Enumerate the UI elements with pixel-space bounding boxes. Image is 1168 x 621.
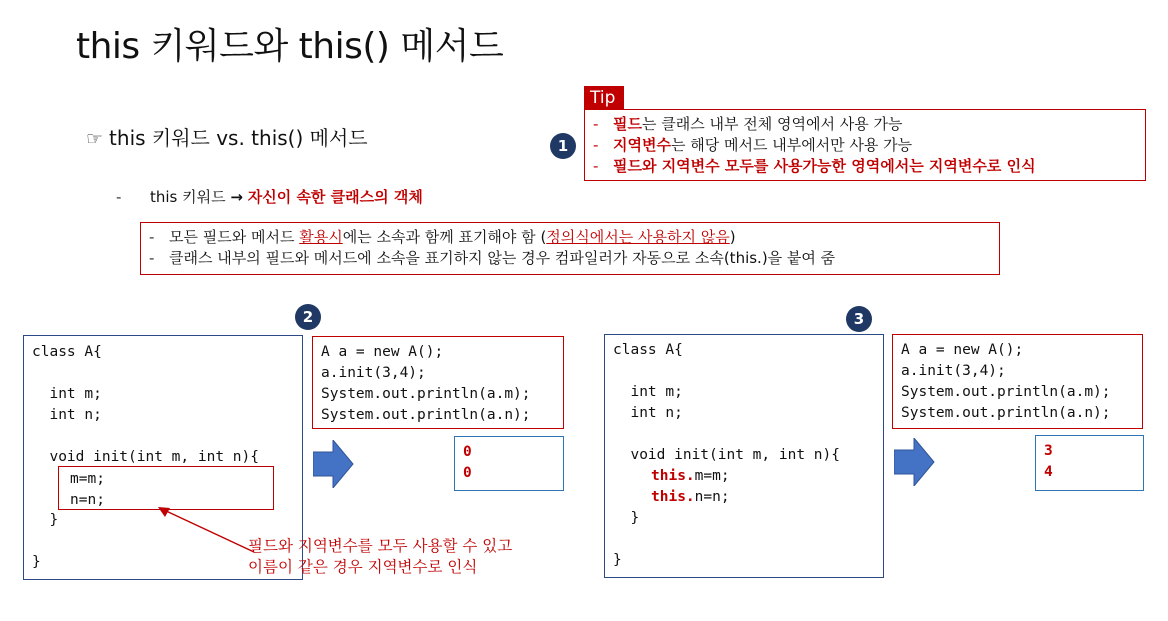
class-code-tail-3: } } xyxy=(613,510,640,568)
page-title: this 키워드와 this() 메서드 xyxy=(76,26,504,67)
tip-term: 필드 xyxy=(613,115,642,133)
bullet-dash: - xyxy=(593,157,599,175)
note-text: 에는 소속과 함께 표기해야 함 ( xyxy=(342,228,547,246)
note-text: ) xyxy=(729,228,736,246)
note-text: 클래스 내부의 필드와 메서드에 소속을 표기하지 않는 경우 컴파일러가 자동으로 소속(this.)을 붙여 줌 xyxy=(169,249,836,267)
step-badge-3: 3 xyxy=(846,306,872,332)
caption-line: 필드와 지역변수를 모두 사용할 수 있고 xyxy=(248,537,513,555)
class-code-2: class A{ int m; int n; void init(int m, int n){ xyxy=(32,344,259,465)
output-values-3: 3 4 xyxy=(1044,443,1053,480)
bullet-dash: - xyxy=(593,136,599,154)
bullet-dash: - xyxy=(593,115,599,133)
usage-notes xyxy=(140,222,1000,275)
main-code-2: A a = new A(); a.init(3,4); System.out.println(a.m); System.out.println(a.n); xyxy=(321,344,531,423)
output-box-2 xyxy=(454,436,564,491)
tip-term: 지역변수 xyxy=(613,136,671,154)
caption-note xyxy=(248,536,512,578)
note-emphasis: 정의식에서는 사용하지 않음 xyxy=(546,228,730,246)
main-code-3: A a = new A(); a.init(3,4); System.out.println(a.m); System.out.println(a.n); xyxy=(901,342,1111,421)
right-arrow-icon: → xyxy=(230,188,243,206)
subheading xyxy=(86,122,368,151)
right-arrow-icon xyxy=(313,440,355,488)
note-row xyxy=(149,248,999,269)
subheading-text: this 키워드 vs. this() 메서드 xyxy=(109,126,368,150)
method-body-3: this.m=m; this.n=n; xyxy=(651,468,730,505)
keyword-prefix: this 키워드 xyxy=(150,188,226,206)
tip-label: Tip xyxy=(584,86,624,110)
pointer-arrow-icon xyxy=(150,500,260,560)
tip-box xyxy=(584,109,1146,181)
main-code-box-3 xyxy=(892,334,1143,429)
method-body-2: m=m; n=n; xyxy=(70,471,105,508)
keyword-definition xyxy=(116,186,423,207)
tip-text: 는 클래스 내부 전체 영역에서 사용 가능 xyxy=(641,115,903,133)
tip-term: 필드와 지역변수 모두를 사용가능한 영역에서는 지역변수로 인식 xyxy=(613,157,1036,175)
tip-row xyxy=(593,156,1145,177)
keyword-meaning: 자신이 속한 클래스의 객체 xyxy=(247,188,423,206)
class-code-3: class A{ int m; int n; void init(int m, int n){ xyxy=(613,342,840,463)
main-code-box-2 xyxy=(312,336,564,429)
tip-row xyxy=(593,135,1145,156)
step-badge-2: 2 xyxy=(295,304,321,330)
output-values-2: 0 0 xyxy=(463,444,472,481)
bullet-dash: - xyxy=(149,249,155,267)
note-row xyxy=(149,227,999,248)
class-code-box-3 xyxy=(604,334,884,578)
bullet-dash: - xyxy=(149,228,155,246)
step-badge-1: 1 xyxy=(550,133,576,159)
note-emphasis: 활용시 xyxy=(299,228,343,246)
pointing-hand-icon: ☞ xyxy=(86,128,104,150)
tip-row xyxy=(593,114,1145,135)
right-arrow-icon xyxy=(894,438,936,486)
class-code-tail-2: } } xyxy=(32,512,59,570)
caption-line: 이름이 같은 경우 지역변수로 인식 xyxy=(248,558,478,576)
bullet-dash: - xyxy=(116,188,122,206)
output-box-3 xyxy=(1035,435,1144,491)
tip-text: 는 해당 메서드 내부에서만 사용 가능 xyxy=(670,136,913,154)
note-text: 모든 필드와 메서드 xyxy=(169,228,300,246)
